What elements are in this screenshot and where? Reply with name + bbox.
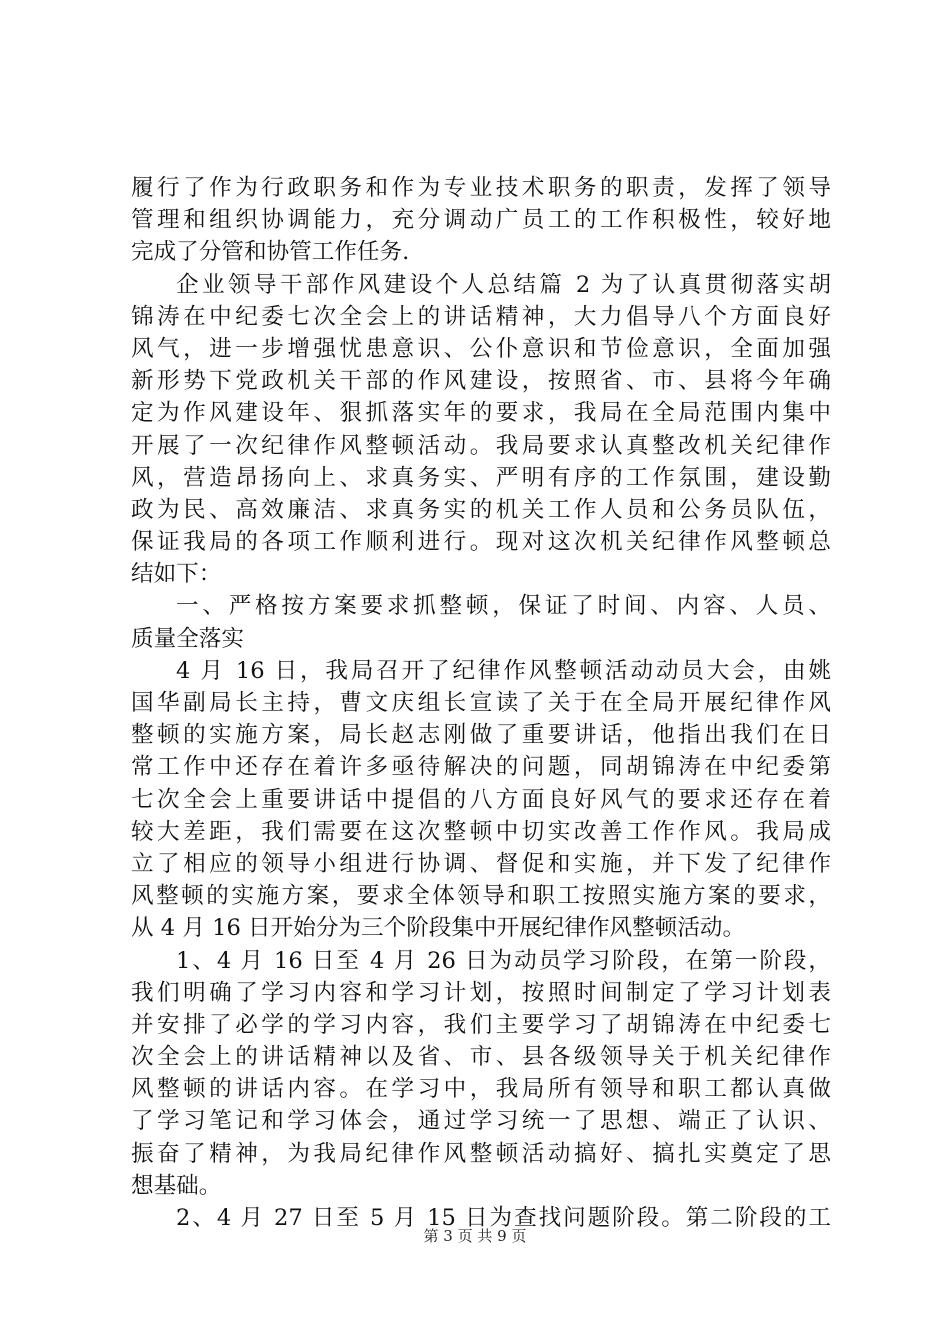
- text-line: 一、严格按方案要求抓整顿，保证了时间、内容、人员、: [176, 593, 831, 620]
- text-line: 保证我局的各项工作顺利进行。现对这次机关纪律作风整顿总: [131, 529, 831, 556]
- text-line: 了学习笔记和学习体会，通过学习统一了思想、端正了认识、: [131, 1108, 831, 1135]
- text-line: 七次全会上重要讲话中提倡的八方面良好风气的要求还存在着: [131, 786, 831, 813]
- text-line: 风，营造昂扬向上、求真务实、严明有序的工作氛围，建设勤: [131, 464, 831, 491]
- text-line: 企业领导干部作风建设个人总结篇 2 为了认真贯彻落实胡: [176, 271, 831, 298]
- text-line: 完成了分管和协管工作任务.: [131, 239, 410, 266]
- text-line: 风整顿的讲话内容。在学习中，我局所有领导和职工都认真做: [131, 1076, 831, 1103]
- text-line: 次全会上的讲话精神以及省、市、县各级领导关于机关纪律作: [131, 1044, 831, 1071]
- text-line: 质量全落实: [131, 625, 244, 652]
- text-line: 4 月 16 日，我局召开了纪律作风整顿活动动员大会，由姚: [176, 657, 831, 684]
- text-line: 整顿的实施方案，局长赵志刚做了重要讲话，他指出我们在日: [131, 722, 831, 749]
- text-line: 我们明确了学习内容和学习计划，按照时间制定了学习计划表: [131, 979, 831, 1006]
- text-line: 锦涛在中纪委七次全会上的讲话精神，大力倡导八个方面良好: [131, 303, 831, 330]
- text-line: 并安排了必学的学习内容，我们主要学习了胡锦涛在中纪委七: [131, 1011, 831, 1038]
- document-body: [131, 172, 831, 1234]
- text-line: 开展了一次纪律作风整顿活动。我局要求认真整改机关纪律作: [131, 432, 831, 459]
- text-line: 想基础。: [131, 1172, 222, 1199]
- text-line: 定为作风建设年、狠抓落实年的要求，我局在全局范围内集中: [131, 400, 831, 427]
- text-line: 从 4 月 16 日开始分为三个阶段集中开展纪律作风整顿活动。: [131, 915, 746, 942]
- text-line: 较大差距，我们需要在这次整顿中切实改善工作作风。我局成: [131, 818, 831, 845]
- text-line: 风整顿的实施方案，要求全体领导和职工按照实施方案的要求，: [131, 883, 831, 910]
- page-footer: 第 3 页 共 9 页: [423, 1227, 527, 1245]
- text-line: 新形势下党政机关干部的作风建设，按照省、市、县将今年确: [131, 368, 831, 395]
- text-line: 管理和组织协调能力，充分调动广员工的工作积极性，较好地: [131, 207, 831, 234]
- text-line: 风气，进一步增强忧患意识、公仆意识和节俭意识，全面加强: [131, 335, 831, 362]
- text-line: 国华副局长主持，曹文庆组长宣读了关于在全局开展纪律作风: [131, 690, 831, 716]
- text-line: 结如下：: [131, 561, 222, 588]
- text-line: 履行了作为行政职务和作为专业技术职务的职责，发挥了领导: [131, 175, 831, 201]
- text-line: 政为民、高效廉洁、求真务实的机关工作人员和公务员队伍，: [131, 496, 831, 523]
- text-line: 振奋了精神，为我局纪律作风整顿活动搞好、搞扎实奠定了思: [131, 1140, 831, 1167]
- text-line: 1、4 月 16 日至 4 月 26 日为动员学习阶段，在第一阶段，: [176, 947, 831, 974]
- text-line: 2、4 月 27 日至 5 月 15 日为查找问题阶段。第二阶段的工: [176, 1205, 831, 1231]
- text-line: 立了相应的领导小组进行协调、督促和实施，并下发了纪律作: [131, 850, 831, 877]
- text-line: 常工作中还存在着许多亟待解决的问题，同胡锦涛在中纪委第: [131, 754, 831, 781]
